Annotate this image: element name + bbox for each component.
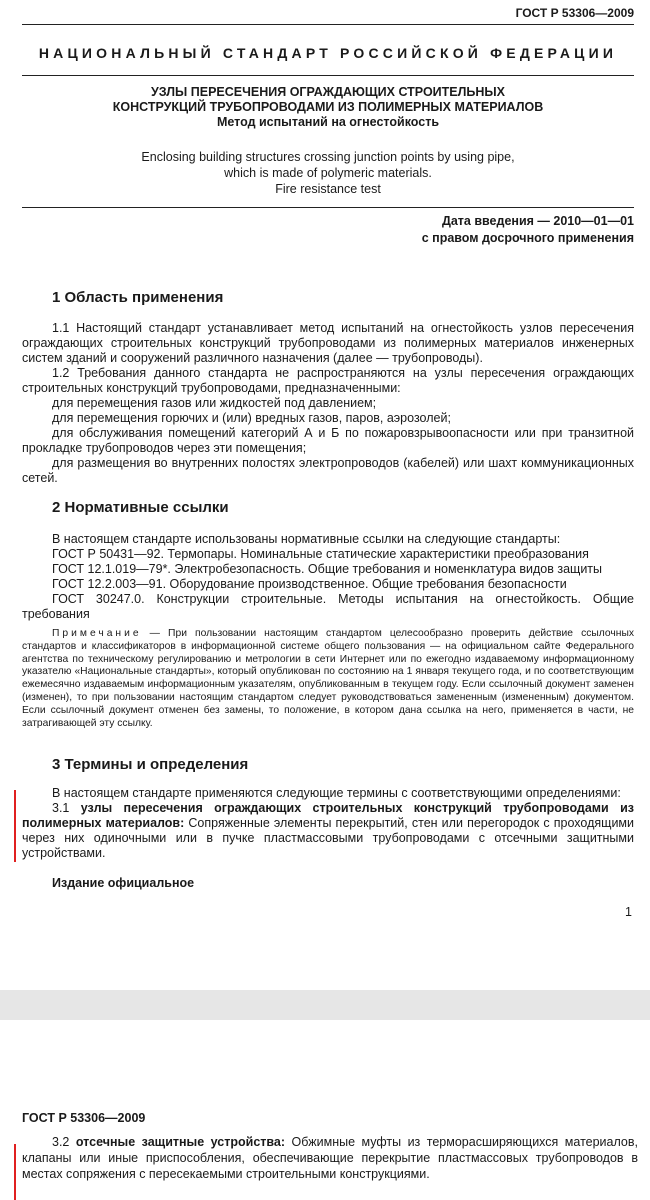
change-bar	[14, 1144, 16, 1200]
change-bar	[14, 790, 16, 862]
section-3-heading: 3 Термины и определения	[52, 756, 249, 773]
references-intro: В настоящем стандарте использованы нормативные ссылки на следующие стандарты:	[52, 532, 561, 546]
introduction-date-block	[422, 213, 634, 247]
title-en-line-3: Fire resistance test	[275, 182, 381, 196]
list-item: для перемещения газов или жидкостей под давлением;	[52, 396, 377, 410]
section-2-body	[22, 532, 634, 622]
document-page-2	[0, 1020, 650, 1200]
reference-item: ГОСТ 30247.0. Конструкции строительные. Методы испытания на огнестойкость. Общие требования	[22, 592, 634, 621]
term-definition: Обжимные муфты из терморасширяющихся материалов, клапаны или иные приспособления, обеспечивающие перекрытие пластмассовых трубопроводов в местах сопряжения с пересекаемыми строительными конструкциями.	[22, 1135, 638, 1181]
section-1-body	[22, 321, 634, 486]
reference-item: ГОСТ Р 50431—92. Термопары. Номинальные статические характеристики преобразования	[52, 547, 589, 561]
term-number: 3.1	[52, 801, 81, 815]
banner-rule	[22, 75, 634, 76]
title-ru-line-1: УЗЛЫ ПЕРЕСЕЧЕНИЯ ОГРАЖДАЮЩИХ СТРОИТЕЛЬНЫХ	[150, 85, 506, 99]
reference-item: ГОСТ 12.1.019—79*. Электробезопасность. Общие требования и номенклатура видов защиты	[52, 562, 603, 576]
note-label: Примечание	[52, 628, 142, 639]
page-separator	[0, 990, 650, 1020]
document-code-header: ГОСТ Р 53306—2009	[515, 6, 634, 20]
title-en-line-1: Enclosing building structures crossing junction points by using pipe,	[141, 150, 515, 164]
section-2-note	[22, 628, 634, 730]
section-2-heading: 2 Нормативные ссылки	[52, 499, 229, 516]
term-title: узлы пересечения ограждающих строительных конструкций трубопроводами из полимерных материалов:	[22, 801, 634, 830]
note-text: — При пользовании настоящим стандартом целесообразно проверить действие ссылочных стандартов и классификаторов в информационной системе общего пользования — на официальном сайте Федерального агентства по техническому регулированию и метрологии в сети Интернет или по ежегодно издаваемому информационному указателю «Национальные стандарты», который опубликован по состоянию на 1 января текущего года, и по соответствующим ежемесячно издаваемым информационным указателям, опубликованным в текущем году. Если ссылочный документ заменен (изменен), то при пользовании настоящим стандартом следует руководствоваться замененным (измененным) документом. Если ссылочный документ отменен без замены, то положение, в котором дана ссылка на него, применяется в части, не затрагивающей эту ссылку.	[22, 628, 634, 729]
term-definition: Сопряженные элементы перекрытий, стен или перегородок с проходящими через них одиночными или в пучке пластмассовыми трубопроводами с отсечными защитными устройствами.	[22, 816, 634, 860]
title-en-line-2: which is made of polymeric materials.	[224, 166, 432, 180]
list-item: для перемещения горючих и (или) вредных газов, паров, аэрозолей;	[52, 411, 451, 425]
paragraph-1-1: 1.1 Настоящий стандарт устанавливает метод испытаний на огнестойкость узлов пересечения ограждающих строительных конструкций трубопроводами из полимерных материалов инженерных систем зданий и сооружений различного назначения (далее — трубопроводы).	[22, 321, 634, 365]
title-english	[22, 149, 634, 197]
section-3-body	[22, 786, 634, 861]
title-russian	[22, 85, 634, 130]
page-number: 1	[625, 905, 632, 919]
paragraph-1-2: 1.2 Требования данного стандарта не распространяются на узлы пересечения ограждающих строительных конструкций трубопроводами, предназначенными:	[22, 366, 634, 395]
term-title: отсечные защитные устройства:	[75, 1135, 286, 1149]
list-item: для обслуживания помещений категорий А и Б по пожаровзрывоопасности или при транзитной прокладке трубопроводов через эти помещения;	[22, 426, 634, 455]
section-1-heading: 1 Область применения	[52, 289, 224, 306]
document-code-header: ГОСТ Р 53306—2009	[22, 1111, 146, 1125]
list-item: для размещения во внутренних полостях электропроводов (кабелей) или шахт коммуникационных сетей.	[22, 456, 634, 485]
page-2-body	[22, 1134, 638, 1182]
title-rule	[22, 207, 634, 208]
term-3-2	[22, 1134, 638, 1182]
introduction-date: Дата введения — 2010—01—01	[441, 214, 634, 228]
title-ru-line-2: КОНСТРУКЦИЙ ТРУБОПРОВОДАМИ ИЗ ПОЛИМЕРНЫХ МАТЕРИАЛОВ	[112, 100, 544, 114]
terms-intro: В настоящем стандарте применяются следующие термины с соответствующими определениями:	[52, 786, 621, 800]
national-standard-banner: НАЦИОНАЛЬНЫЙ СТАНДАРТ РОССИЙСКОЙ ФЕДЕРАЦИИ	[38, 45, 618, 61]
reference-item: ГОСТ 12.2.003—91. Оборудование производственное. Общие требования безопасности	[52, 577, 567, 591]
early-application-note: с правом досрочного применения	[421, 231, 634, 245]
term-3-1	[22, 801, 634, 861]
header-rule	[22, 24, 634, 25]
subtitle-russian: Метод испытаний на огнестойкость	[216, 115, 440, 129]
official-edition-label: Издание официальное	[52, 876, 195, 890]
term-number: 3.2	[52, 1135, 76, 1149]
